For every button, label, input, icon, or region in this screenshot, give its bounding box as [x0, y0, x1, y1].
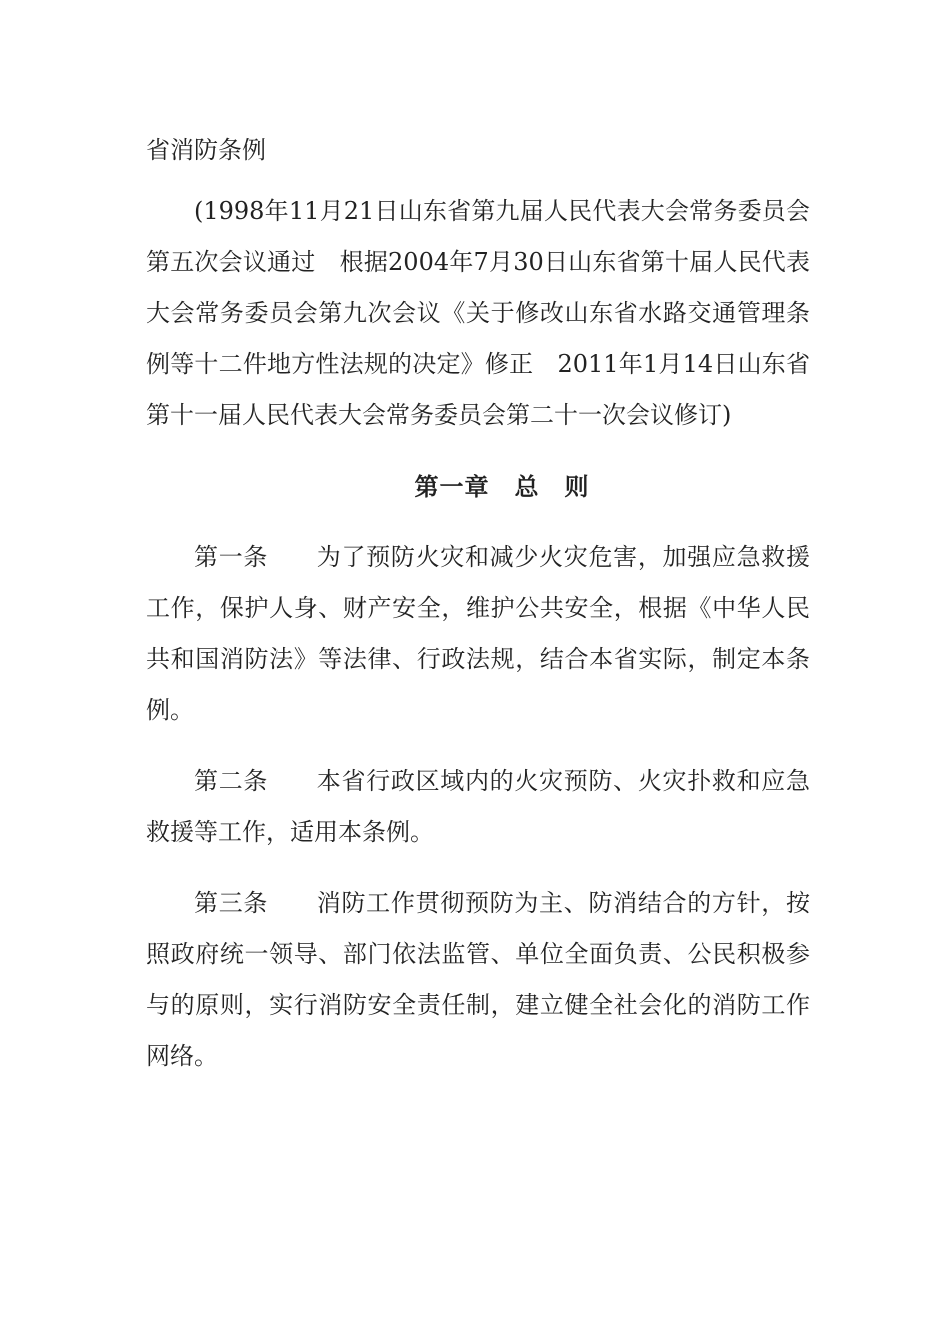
document-title: 省消防条例	[146, 136, 266, 164]
article-text: 消防工作贯彻预防为主、防消结合的方针，按照政府统一领导、部门依法监管、单位全面负责、公民积极参与的原则，实行消防安全责任制，建立健全社会化的消防工作网络。	[146, 889, 811, 1070]
enactment-note: (1998年11月21日山东省第九届人民代表大会常务委员会第五次会议通过 根据2004年7月30日山东省第十届人民代表大会常务委员会第九次会议《关于修改山东省水路交通管理条例等十二件地方性法规的决定》修正 2011年1月14日山东省第十一届人民代表大会常务委员会第二十一次会议修订)	[146, 197, 810, 429]
article-number: 第三条	[194, 889, 269, 917]
document-page	[146, 125, 810, 1102]
article-1	[146, 532, 810, 736]
article-number: 第二条	[194, 767, 269, 795]
article-2	[146, 756, 810, 858]
article-3	[146, 878, 810, 1082]
chapter-heading: 第一章 总 则	[414, 472, 590, 501]
article-number: 第一条	[194, 543, 269, 571]
article-text: 为了预防火灾和减少火灾危害，加强应急救援工作，保护人身、财产安全，维护公共安全，根据《中华人民共和国消防法》等法律、行政法规，结合本省实际，制定本条例。	[146, 543, 811, 724]
article-text: 本省行政区域内的火灾预防、火灾扑救和应急救援等工作，适用本条例。	[146, 767, 811, 846]
